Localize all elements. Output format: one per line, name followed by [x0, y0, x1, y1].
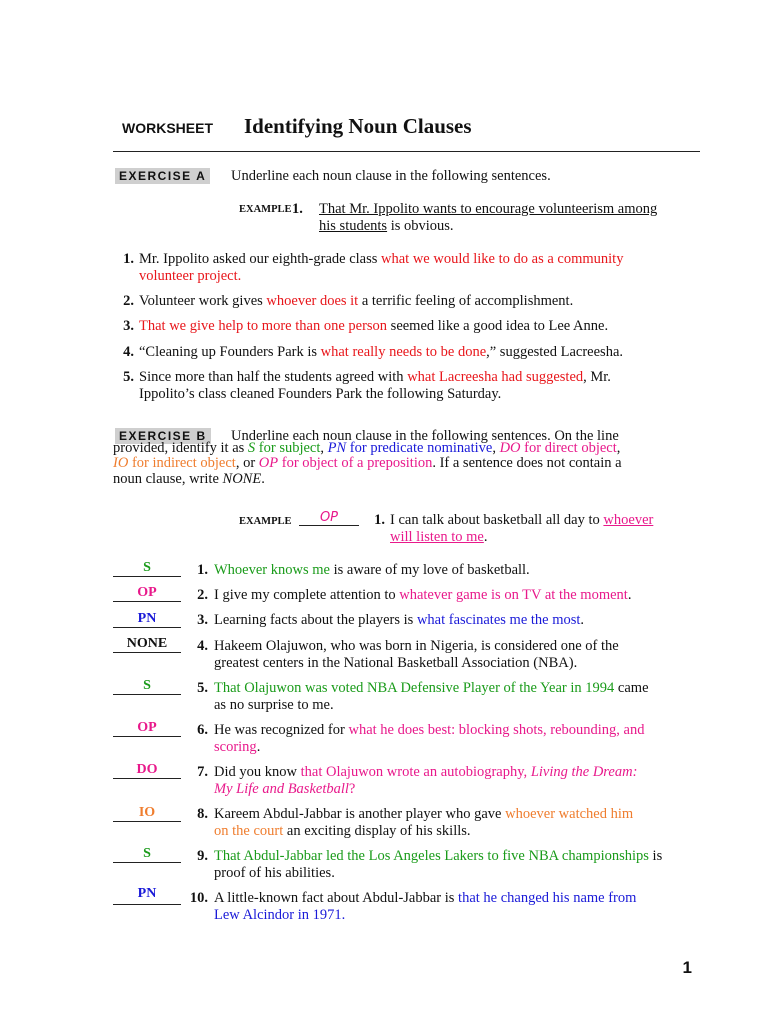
exb-item-1-sentence [214, 562, 704, 579]
sentence-text: came [614, 680, 649, 696]
exb-item-6-sentence [214, 722, 714, 755]
code-io: IO [113, 455, 129, 471]
exercise-a-example-sentence [319, 201, 719, 234]
noun-clause-cont: will listen to me [390, 528, 484, 545]
exercise-a-example-label: EXAMPLE [239, 204, 292, 215]
exercise-a-instruction: Underline each noun clause in the following sentences. [231, 168, 551, 184]
noun-clause: That Abdul-Jabbar led the Los Angeles Lakers to five NBA championships [214, 848, 649, 864]
exb-item-9-sentence [214, 848, 714, 881]
sentence-text: Since more than half the students agreed with [139, 369, 408, 385]
sentence-text: Ippolito’s class cleaned Founders Park the following Saturday. [139, 385, 502, 402]
noun-clause: what fascinates me the most [416, 612, 581, 628]
answer-line-5 [113, 694, 181, 695]
answer-4: NONE [126, 636, 168, 651]
example-answer-line [299, 525, 359, 526]
exb-item-2-sentence [214, 587, 704, 604]
answer-line-6 [113, 736, 181, 737]
example-rest: is obvious. [387, 217, 454, 234]
exercise-a-example-number: 1. [292, 201, 303, 217]
answer-2: OP [137, 585, 157, 600]
sentence-text: “Cleaning up Founders Park is [139, 344, 321, 360]
exb-item-3-number: 3. [197, 612, 208, 628]
code-op: OP [258, 455, 279, 471]
exb-item-8-number: 8. [197, 806, 208, 822]
sentence-text: greatest centers in the National Basketball Association (NBA). [214, 654, 578, 671]
noun-clause-cont: on the court [214, 822, 284, 839]
exb-item-10-sentence [214, 890, 714, 923]
exb-item-3-sentence [214, 612, 704, 629]
exa-item-3-number: 3. [123, 318, 134, 334]
exercise-b-example-sentence [390, 512, 710, 545]
sentence-text: as no surprise to me. [214, 696, 334, 713]
punctuation: . [627, 587, 632, 603]
punctuation: . [580, 612, 585, 628]
example-clause: That Mr. Ippolito wants to encourage volunteerism among [319, 201, 658, 217]
sentence-text: Mr. Ippolito asked our eighth-grade class [139, 251, 382, 267]
noun-clause-cont: scoring [214, 738, 257, 755]
exercise-a-label: EXERCISE A [115, 168, 210, 184]
instruction-text: noun clause, write [113, 471, 223, 487]
code-pn-desc: for predicate nominative [346, 440, 493, 456]
exb-item-4-number: 4. [197, 638, 208, 654]
punctuation: . [341, 906, 346, 923]
answer-line-10 [113, 904, 181, 905]
answer-10: PN [137, 886, 157, 901]
noun-clause: what he does best: blocking shots, rebounding, and [348, 722, 645, 738]
answer-line-1 [113, 576, 181, 577]
sentence-text: seemed like a good idea to Lee Anne. [387, 318, 609, 334]
exb-item-6-number: 6. [197, 722, 208, 738]
code-io-desc: for indirect object [128, 455, 236, 471]
exb-item-7-number: 7. [197, 764, 208, 780]
exb-item-9-number: 9. [197, 848, 208, 864]
sentence-text: Hakeem Olajuwon, who was born in Nigeria, is considered one of the [214, 638, 619, 654]
example-clause-cont: his students [319, 217, 388, 234]
sentence-text: Kareem Abdul-Jabbar is another player who gave [214, 806, 506, 822]
page-number: 1 [682, 958, 692, 977]
header-divider [113, 151, 700, 152]
answer-8: IO [138, 805, 156, 820]
exb-item-8-sentence [214, 806, 714, 839]
worksheet-label: WORKSHEET [122, 120, 213, 136]
exercise-b-example-number: 1. [374, 512, 385, 528]
noun-clause-cont: volunteer project [139, 267, 238, 284]
exercise-b-instruction-line1: Underline each noun clause in the following sentences. On the line [231, 428, 619, 444]
exa-item-4-number: 4. [123, 344, 134, 360]
answer-line-4 [113, 652, 181, 653]
sentence-text: a terrific feeling of accomplishment. [358, 293, 574, 309]
exb-item-7-sentence [214, 764, 714, 797]
noun-clause: that he changed his name from [458, 890, 637, 906]
noun-clause: whoever [603, 512, 654, 528]
sentence-text: Volunteer work gives [139, 293, 267, 309]
answer-1: S [143, 560, 151, 575]
sentence-text: Did you know [214, 764, 301, 780]
exb-item-10-number: 10. [189, 890, 208, 906]
sentence-text: is aware of my love of basketball. [329, 562, 530, 578]
noun-clause: whoever watched him [505, 806, 634, 822]
instruction-text: provided, identify it as [113, 440, 248, 456]
exa-item-1-sentence [139, 251, 699, 284]
sentence-text: an exciting display of his skills. [283, 822, 471, 839]
page-title: Identifying Noun Clauses [244, 114, 472, 138]
instruction-text: , [492, 440, 500, 456]
answer-line-9 [113, 862, 181, 863]
exa-item-2-sentence [139, 293, 699, 310]
noun-clause: what we would like to do as a community [381, 251, 624, 267]
instruction-text: , or [235, 455, 259, 471]
answer-6: OP [137, 720, 157, 735]
exa-item-2-number: 2. [123, 293, 134, 309]
sentence-text: Learning facts about the players is [214, 612, 417, 628]
exa-item-5-number: 5. [123, 369, 134, 385]
noun-clause: that Olajuwon wrote an autobiography, [300, 764, 531, 780]
exb-item-2-number: 2. [197, 587, 208, 603]
exa-item-3-sentence [139, 318, 699, 335]
instruction-text: , [616, 440, 621, 456]
answer-line-2 [113, 601, 181, 602]
code-do-desc: for direct object [520, 440, 617, 456]
book-title: Living the Dream: [530, 764, 638, 780]
noun-clause: That we give help to more than one person [139, 318, 388, 334]
answer-line-7 [113, 778, 181, 779]
noun-clause: what Lacreesha had suggested [407, 369, 584, 385]
exb-item-1-number: 1. [197, 562, 208, 578]
exercise-b-instruction-line3 [113, 455, 622, 471]
exercise-b-label: EXERCISE B [115, 428, 211, 444]
exb-item-5-number: 5. [197, 680, 208, 696]
answer-3: PN [137, 611, 157, 626]
noun-clause: whoever does it [266, 293, 359, 309]
punctuation: . [256, 738, 261, 755]
punctuation: . [237, 267, 242, 284]
exercise-b-instruction-line4 [113, 471, 265, 487]
answer-7: DO [136, 762, 158, 777]
answer-line-3 [113, 627, 181, 628]
sentence-text: A little-known fact about Abdul-Jabbar is [214, 890, 459, 906]
answer-line-8 [113, 821, 181, 822]
exa-item-5-sentence [139, 369, 699, 402]
answer-9: S [143, 846, 151, 861]
code-pn: PN [327, 440, 347, 456]
noun-clause: That Olajuwon was voted NBA Defensive Player of the Year in 1994 [214, 680, 615, 696]
instruction-text: . [261, 471, 265, 487]
sentence-text: I give my complete attention to [214, 587, 400, 603]
noun-clause: whatever game is on TV at the moment [399, 587, 628, 603]
noun-clause: Whoever knows me [214, 562, 330, 578]
code-do: DO [499, 440, 521, 456]
exb-item-4-sentence [214, 638, 704, 671]
sentence-text: is [648, 848, 663, 864]
exercise-b-example-label: EXAMPLE [239, 516, 292, 527]
sentence-text: proof of his abilities. [214, 864, 335, 881]
code-s: S [247, 440, 256, 456]
punctuation: ? [348, 780, 356, 797]
code-none: NONE [222, 471, 262, 487]
exa-item-1-number: 1. [123, 251, 134, 267]
sentence-text: ,” suggested Lacreesha. [486, 344, 624, 360]
answer-5: S [143, 678, 151, 693]
exb-item-5-sentence [214, 680, 714, 713]
exercise-b-instruction-line2 [113, 440, 620, 456]
instruction-text: , [320, 440, 328, 456]
punctuation: . [483, 528, 488, 545]
code-s-desc: for subject [255, 440, 321, 456]
book-title-cont: My Life and Basketball [214, 780, 349, 797]
noun-clause-cont: Lew Alcindor in 1971 [214, 906, 342, 923]
instruction-text: . If a sentence does not contain a [432, 455, 622, 471]
sentence-text: I can talk about basketball all day to [390, 512, 604, 528]
example-answer: OP [319, 510, 339, 525]
code-op-desc: for object of a preposition [278, 455, 433, 471]
exa-item-4-sentence [139, 344, 699, 361]
noun-clause: what really needs to be done [320, 344, 487, 360]
sentence-text: He was recognized for [214, 722, 349, 738]
sentence-text: , Mr. [583, 369, 611, 385]
